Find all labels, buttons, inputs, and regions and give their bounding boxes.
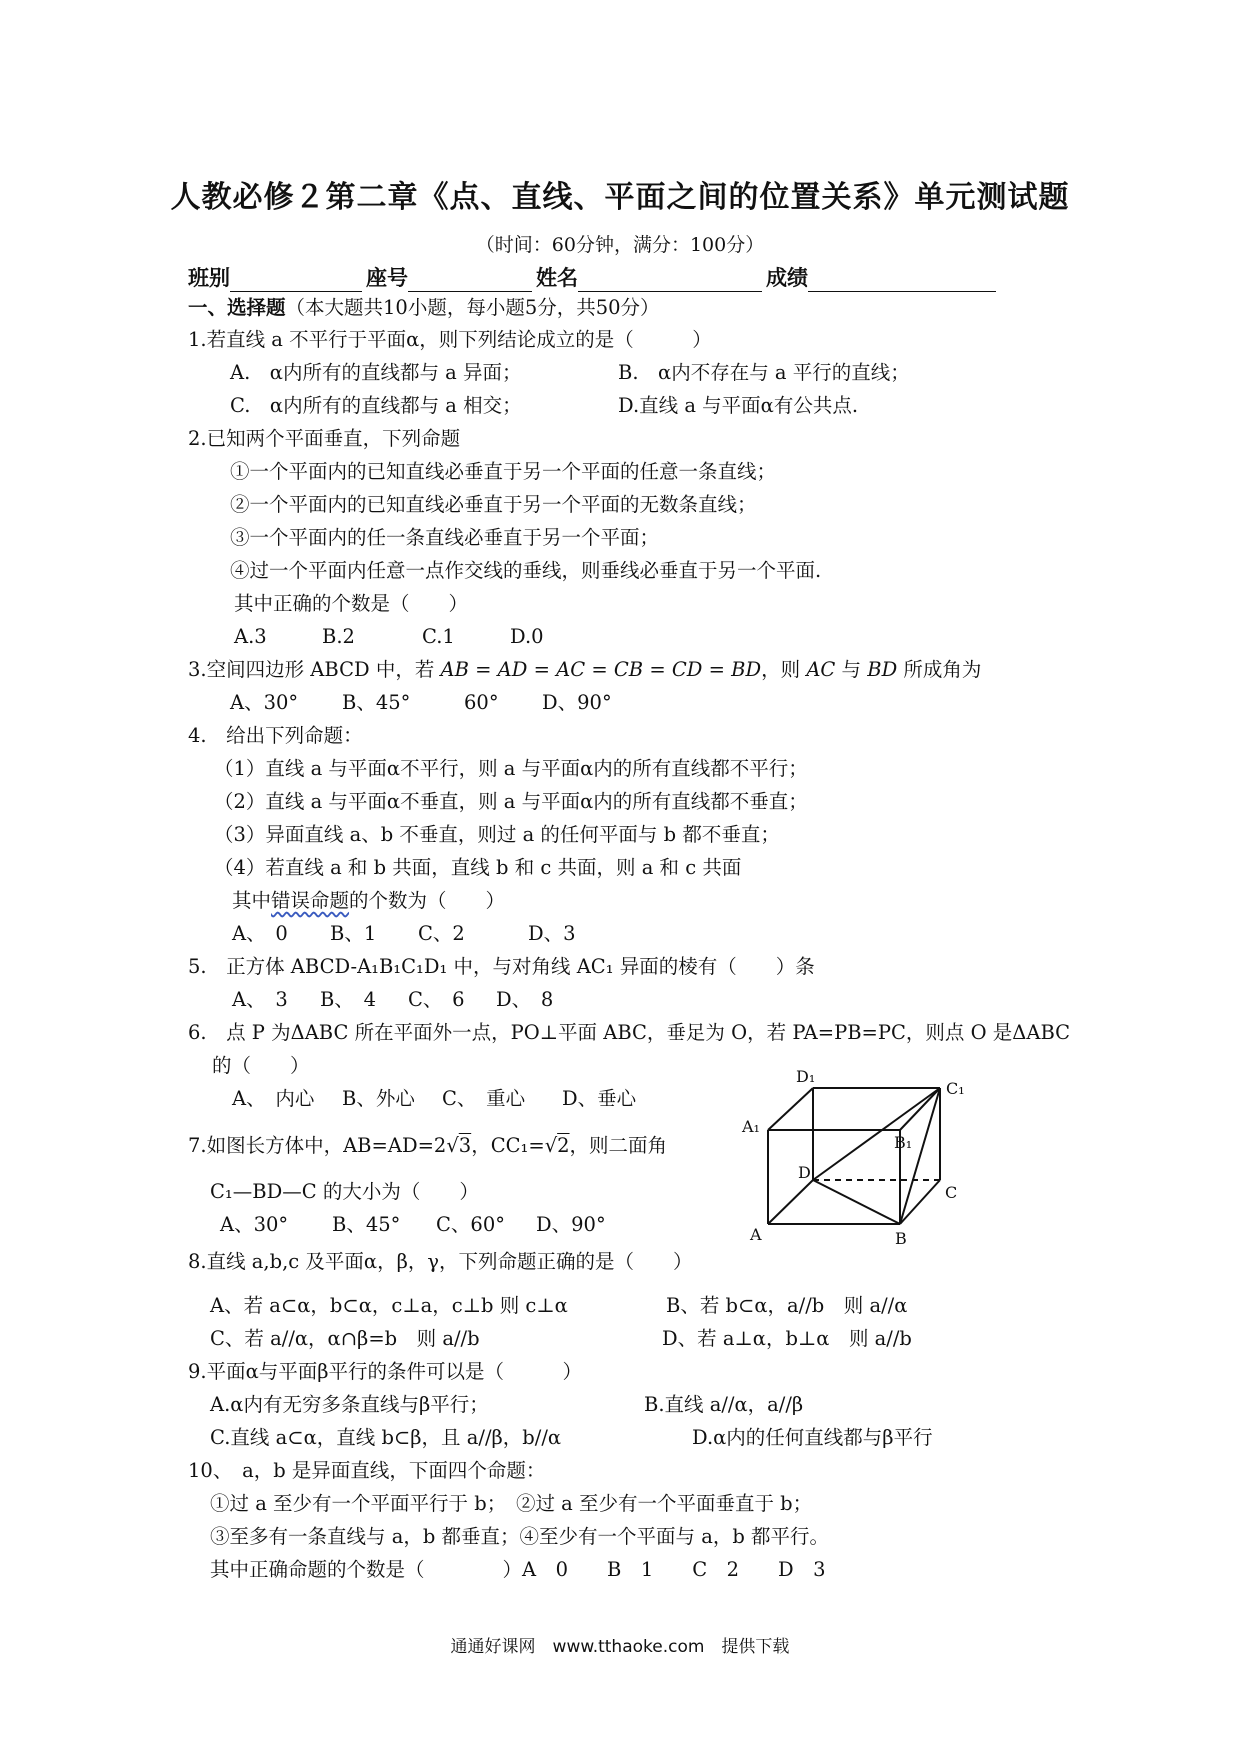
q7-option-d: D、90° xyxy=(536,1213,606,1236)
edge-a-d xyxy=(768,1180,813,1224)
q4-option-d: D、3 xyxy=(528,922,576,945)
q10-stem: 10、 a，b 是异面直线，下面四个命题： xyxy=(188,1459,546,1482)
section-heading xyxy=(188,296,660,319)
q2-option-a: A.3 xyxy=(234,625,267,648)
q8-option-b: B、若 b⊂α，a//b 则 a//α xyxy=(666,1294,908,1317)
q10-statements-1-2: ①过 a 至少有一个平面平行于 b； ②过 a 至少有一个平面垂直于 b； xyxy=(210,1492,813,1515)
q7-stem-end: ，则二面角 xyxy=(569,1134,668,1157)
q3-stem-start: 3.空间四边形 ABCD 中，若 xyxy=(188,658,441,681)
q5-option-c: C、 6 xyxy=(408,988,465,1011)
q3-stem xyxy=(188,658,981,681)
section-note: （本大题共10小题，每小题5分，共50分） xyxy=(285,296,660,319)
q5-option-d: D、 8 xyxy=(496,988,554,1011)
q2-option-c: C.1 xyxy=(422,625,455,648)
student-info-line xyxy=(188,262,1000,292)
q9-option-b: B.直线 a//α，a//β xyxy=(644,1393,804,1416)
q1-stem: 1.若直线 a 不平行于平面α，则下列结论成立的是（ ） xyxy=(188,328,712,351)
q4-wavy-term: 错误命题 xyxy=(271,889,350,912)
q2-statement-2: ②一个平面内的已知直线必垂直于另一个平面的无数条直线； xyxy=(230,493,757,516)
class-label: 班别 xyxy=(188,266,230,290)
q6-option-a: A、 内心 xyxy=(232,1087,315,1110)
q7-option-b: B、45° xyxy=(332,1213,401,1236)
q6-stem-continued: 的（ ） xyxy=(212,1054,310,1077)
q3-ac: AC xyxy=(806,658,836,681)
q8-stem: 8.直线 a,b,c 及平面α，β，γ，下列命题正确的是（ ） xyxy=(188,1250,693,1273)
q9-option-d: D.α内的任何直线都与β平行 xyxy=(692,1426,933,1449)
label-b: B xyxy=(895,1229,907,1248)
q3-option-b: B、45° xyxy=(342,691,411,714)
sqrt2: √2 xyxy=(544,1134,570,1157)
label-c: C xyxy=(945,1183,958,1202)
class-blank xyxy=(230,267,362,292)
q8-option-d: D、若 a⊥α，b⊥α 则 a//b xyxy=(662,1327,912,1350)
q6-option-b: B、外心 xyxy=(342,1087,415,1110)
q5-stem: 5. 正方体 ABCD-A₁B₁C₁D₁ 中，与对角线 AC₁ 异面的棱有（ ）条 xyxy=(188,955,815,978)
q4-statement-1: （1）直线 a 与平面α不平行，则 a 与平面α内的所有直线都不平行； xyxy=(214,757,808,780)
seat-blank xyxy=(408,267,532,292)
q10-question-options: 其中正确命题的个数是（ ）A 0 B 1 C 2 D 3 xyxy=(210,1558,826,1581)
q7-option-a: A、30° xyxy=(220,1213,289,1236)
q9-option-a: A.α内有无穷多条直线与β平行； xyxy=(210,1393,489,1416)
q2-stem: 2.已知两个平面垂直，下列命题 xyxy=(188,427,461,450)
q2-options xyxy=(234,625,544,648)
q4-statement-2: （2）直线 a 与平面α不垂直，则 a 与平面α内的所有直线都不垂直； xyxy=(214,790,808,813)
q3-stem-end: 所成角为 xyxy=(897,658,982,681)
diagonal-d-b xyxy=(813,1180,900,1224)
diagonal-d-c1 xyxy=(813,1088,940,1180)
q3-stem-mid: ，则 xyxy=(761,658,807,681)
q5-option-a: A、 3 xyxy=(232,988,288,1011)
q3-equality: AB = AD = AC = CB = CD = BD xyxy=(440,658,762,681)
q6-option-c: C、 重心 xyxy=(442,1087,526,1110)
sqrt3: √3 xyxy=(446,1134,472,1157)
sqrt2-radicand: 2 xyxy=(557,1134,570,1157)
q4-option-a: A、 0 xyxy=(232,922,288,945)
q7-stem-mid: ，CC₁= xyxy=(471,1134,545,1157)
q3-and: 与 xyxy=(835,658,868,681)
q3-option-d: D、90° xyxy=(542,691,612,714)
q4-option-b: B、1 xyxy=(330,922,377,945)
label-a: A xyxy=(750,1225,762,1244)
q3-option-c: 60° xyxy=(464,691,499,714)
q3-option-a: A、30° xyxy=(230,691,299,714)
q4-statement-3: （3）异面直线 a、b 不垂直，则过 a 的任何平面与 b 都不垂直； xyxy=(214,823,780,846)
q4-question xyxy=(232,889,505,912)
q1-option-c: C. α内所有的直线都与 a 相交； xyxy=(230,394,522,417)
section-title: 一、选择题 xyxy=(188,296,286,319)
q3-bd: BD xyxy=(867,658,898,681)
q1-option-b: B. α内不存在与 a 平行的直线； xyxy=(618,361,910,384)
q4-statement-4: （4）若直线 a 和 b 共面，直线 b 和 c 共面，则 a 和 c 共面 xyxy=(214,856,742,879)
q10-statements-3-4: ③至多有一条直线与 a，b 都垂直；④至少有一个平面与 a，b 都平行。 xyxy=(210,1525,830,1548)
label-b1: B₁ xyxy=(894,1133,913,1152)
q4-option-c: C、2 xyxy=(418,922,465,945)
label-a1: A₁ xyxy=(742,1117,760,1136)
q2-statement-4: ④过一个平面内任意一点作交线的垂线，则垂线必垂直于另一个平面. xyxy=(230,559,822,582)
seat-label: 座号 xyxy=(366,266,408,290)
q9-option-c: C.直线 a⊂α，直线 b⊂β，且 a//β，b//α xyxy=(210,1426,562,1449)
label-c1: C₁ xyxy=(946,1079,965,1098)
q3-options xyxy=(230,691,612,714)
q2-statement-3: ③一个平面内的任一条直线必垂直于另一个平面； xyxy=(230,526,660,549)
q2-option-d: D.0 xyxy=(510,625,544,648)
q6-options xyxy=(232,1087,636,1110)
score-blank xyxy=(808,267,996,292)
q7-option-c: C、60° xyxy=(436,1213,505,1236)
q4-question-start: 其中 xyxy=(232,889,272,912)
q6-stem: 6. 点 P 为ΔABC 所在平面外一点，PO⊥平面 ABC，垂足为 O，若 PA=PB=PC，则点 O 是ΔABC xyxy=(188,1021,1071,1044)
cuboid-figure xyxy=(740,1068,970,1250)
q2-option-b: B.2 xyxy=(322,625,355,648)
q8-option-a: A、若 a⊂α，b⊂α，c⊥a，c⊥b 则 c⊥α xyxy=(210,1294,568,1317)
score-label: 成绩 xyxy=(766,266,808,290)
page-title: 人教必修２第二章《点、直线、平面之间的位置关系》单元测试题 xyxy=(170,180,1070,215)
edge-a1-d1 xyxy=(768,1088,813,1130)
q6-option-d: D、垂心 xyxy=(562,1087,637,1110)
name-blank xyxy=(578,267,762,292)
q9-stem: 9.平面α与平面β平行的条件可以是（ ） xyxy=(188,1360,583,1383)
q1-option-a: A. α内所有的直线都与 a 异面； xyxy=(230,361,522,384)
label-d: D xyxy=(798,1163,811,1182)
q4-options xyxy=(232,922,576,945)
q1-option-d: D.直线 a 与平面α有公共点. xyxy=(618,394,859,417)
name-label: 姓名 xyxy=(536,266,578,290)
page-footer: 通通好课网 www.tthaoke.com 提供下载 xyxy=(450,1637,790,1657)
sqrt3-radicand: 3 xyxy=(458,1134,472,1157)
q4-question-end: 的个数为（ ） xyxy=(349,889,506,912)
q7-stem-continued: C₁—BD—C 的大小为（ ） xyxy=(210,1180,479,1203)
q4-stem: 4. 给出下列命题： xyxy=(188,724,363,747)
exam-duration-score: （时间：60分钟，满分：100分） xyxy=(475,234,765,256)
q5-options xyxy=(232,988,553,1011)
q2-question: 其中正确的个数是（ ） xyxy=(234,592,469,615)
label-d1: D₁ xyxy=(796,1068,816,1086)
q7-options xyxy=(220,1213,606,1236)
q5-option-b: B、 4 xyxy=(320,988,376,1011)
q8-option-c: C、若 a//α，α∩β=b 则 a//b xyxy=(210,1327,480,1350)
q7-stem-start: 7.如图长方体中，AB=AD=2 xyxy=(188,1134,447,1157)
q2-statement-1: ①一个平面内的已知直线必垂直于另一个平面的任意一条直线； xyxy=(230,460,777,483)
q7-stem xyxy=(188,1134,667,1157)
